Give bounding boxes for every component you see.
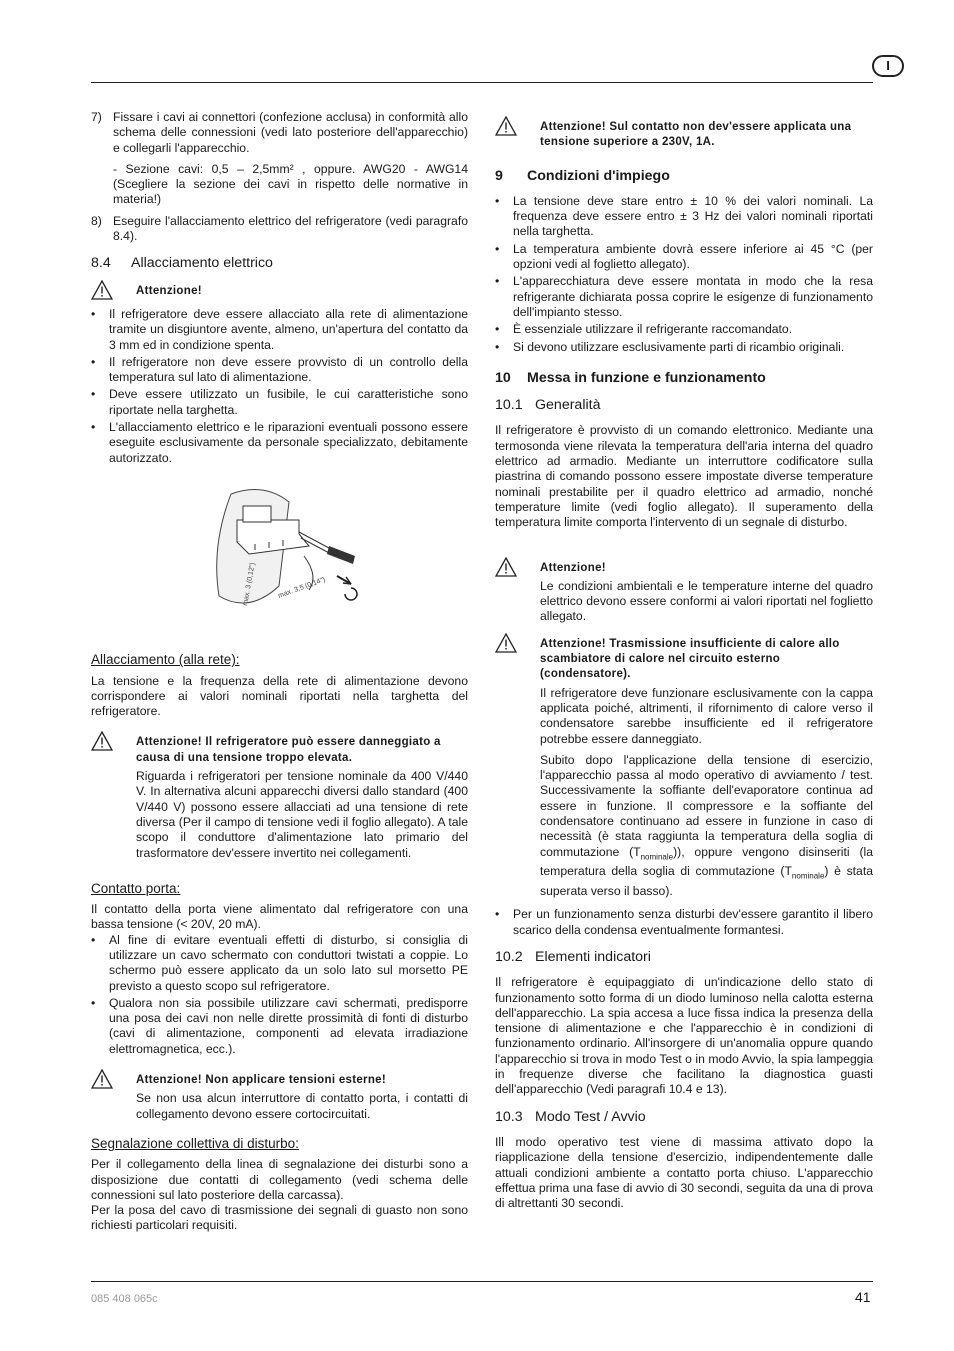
warning-title: Attenzione! <box>136 284 202 297</box>
section-title: Condizioni d'impiego <box>527 167 670 184</box>
section-heading-9 <box>495 169 873 184</box>
subheading-contatto-porta: Contatto porta: <box>91 880 181 896</box>
section-number: 10 <box>495 369 511 386</box>
paragraph: Il contatto della porta viene alimentato dal refrigeratore con una bassa tensione (< 20V, 20 mA). <box>91 902 468 932</box>
warning-triangle-icon <box>91 280 113 300</box>
section-heading-10-3 <box>495 1110 873 1125</box>
paragraph: Il refrigeratore è equipaggiato di un'indicazione dello stato di funzionamento sotto forma di un diodo luminoso nella calotta esterna dell'apparecchio. La spia accesa a luce fissa indica la presenza della tensione di alimentazione e che l'apparecchio è in condizioni di funzionamento ordinario. All'insorgere di un'anomalia oppure quando l'apparecchio si trova in modo Test o in modo Avvio, la spia lampeggia in frequenze diverse che facilitano la diagnostica guasti dell'apparecchio (Vedi paragrafi 10.4 e 13). <box>495 975 873 1097</box>
list-item: • Si devono utilizzare esclusivamente parti di ricambio originali. <box>495 340 873 355</box>
section-title: Elementi indicatori <box>535 948 651 965</box>
warning-triangle-icon <box>495 557 517 577</box>
document-code: 085 408 065c <box>91 1293 158 1305</box>
warning-title: Attenzione! Il refrigeratore può essere danneggiato a causa di una tensione troppo elevata. <box>136 736 441 764</box>
section-number: 10.2 <box>495 948 523 965</box>
warning-title: Attenzione! Non applicare tensioni esterne! <box>136 1074 386 1087</box>
dimension-label: max. 3,5 (0,14") <box>277 576 327 600</box>
bullet-list <box>495 194 873 355</box>
warning-text: Le condizioni ambientali e le temperature interne del quadro elettrico devono essere conformi ai valori riportati nel foglietto allegato. <box>540 578 873 624</box>
section-number: 10.1 <box>495 397 523 414</box>
warning-block <box>495 637 873 900</box>
subscript-nominale: nominale <box>791 871 825 881</box>
warning-title: Attenzione! Sul contatto non dev'essere applicata una tensione superiore a 230V, 1A. <box>540 121 852 149</box>
left-column <box>91 110 468 1234</box>
section-heading-10 <box>495 371 873 386</box>
subheading-allacciamento-rete: Allacciamento (alla rete): <box>91 652 240 668</box>
warning-block <box>91 735 468 860</box>
list-item: • L'apparecchiatura deve essere montata in modo che la resa refrigerante dichiarata possa coprire le esigenze di funzionamento dell'impianto stesso. <box>495 274 873 320</box>
warning-text <box>540 753 873 900</box>
list-item: • L'allacciamento elettrico e le riparazioni eventuali possono essere eseguite esclusivamente da personale specializzato, debitamente autorizzato. <box>91 420 468 466</box>
section-number: 10.3 <box>495 1108 523 1125</box>
bullet-list <box>91 933 468 1057</box>
step-7 <box>91 110 468 208</box>
list-item: • Il refrigeratore non deve essere provvisto di un controllo della temperatura sul lato di alimentazione. <box>91 355 468 386</box>
section-title: Modo Test / Avvio <box>535 1108 646 1125</box>
warning-text: Riguarda i refrigeratori per tensione nominale da 400 V/440 V. In alternativa alcuni apparecchi diversi dallo standard (400 V/440 V) possono essere allacciati ad una tensione di rete diversa (Per il campo di tensione vedi il foglio allegato). A tale scopo il conduttore d'alimentazione lato primario del trasformatore dev'essere invertito nei collegamenti. <box>136 769 468 860</box>
connector-screwdriver-illustration <box>209 486 379 618</box>
paragraph: La tensione e la frequenza della rete di alimentazione devono corrispondere ai valori nominali riportati nella targhetta del refrigeratore. <box>91 673 468 719</box>
section-number: 9 <box>495 167 503 184</box>
warning-block <box>91 284 468 299</box>
warning-triangle-icon <box>495 633 517 653</box>
paragraph: Il refrigeratore è provvisto di un comando elettronico. Mediante una termosonda viene rilevata la temperatura dell'aria interna del quadro elettrico ad armadio. Mediante un interruttore codificatore sulla piastrina di comando possono essere impostate diverse temperature nominali prestabilite per il quadro elettrico ad armadio, nonché temperature limite (vedi foglio allegato). Il superamento della temperatura limite comporta l'intervento di un segnale di disturbo. <box>495 423 873 530</box>
warning-block <box>495 120 873 151</box>
paragraph: Per la posa del cavo di trasmissione dei segnali di guasto non sono richiesti particolari requisiti. <box>91 1203 468 1233</box>
text-run: Subito dopo l'applicazione della tensione di esercizio, l'apparecchio passa al modo operativo di avviamento / test. Successivamente la soffiante dell'evaporatore continua ad essere in funzione. Il compressore e la soffiante del condensatore continuano ad essere in funzione in caso di necessità (è stata raggiunta la temperatura della soglia di commutazione (T <box>540 752 873 859</box>
section-heading-8-4 <box>91 256 468 271</box>
warning-text: Se non usa alcun interruttore di contatto porta, i contatti di collegamento devono essere cortocircuitati. <box>136 1091 468 1121</box>
step-text: Eseguire l'allacciamento elettrico del refrigeratore (vedi paragrafo 8.4). <box>113 213 468 244</box>
warning-text: Il refrigeratore deve funzionare esclusivamente con la cappa applicata poiché, altrimenti, il rifornimento di calore verso il condensatore sarebbe insufficiente ed il refrigeratore potrebbe essere danneggiato. <box>540 685 873 746</box>
warning-block <box>495 561 873 625</box>
section-number: 8.4 <box>91 255 111 272</box>
header-rule <box>91 82 873 83</box>
step-text: Fissare i cavi ai connettori (confezione acclusa) in conformità allo schema delle connessioni (vedi lato posteriore dell'apparecchio) e collegarli l'apparecchio. <box>113 110 468 155</box>
dimension-label: max. 3 (0,12") <box>242 561 257 607</box>
warning-title: Attenzione! <box>540 561 606 574</box>
warning-triangle-icon <box>91 1069 113 1089</box>
list-item: • Al fine di evitare eventuali effetti di disturbo, si consiglia di utilizzare un cavo schermato con conduttori twistati a coppie. Lo schermo può essere applicato da un solo lato sul morsetto PE previsto a questo scopo sul refrigeratore. <box>91 933 468 994</box>
text-run: ) è stata superata verso il basso). <box>540 864 873 899</box>
warning-triangle-icon <box>91 731 113 751</box>
section-heading-10-1 <box>495 398 873 413</box>
bullet-list <box>495 907 873 938</box>
list-item: • Il refrigeratore deve essere allacciato alla rete di alimentazione tramite un disgiuntore avente, almeno, un'apertura del contatto da 3 mm ed in condizione spenta. <box>91 307 468 353</box>
text-run: )), oppure vengono disinseriti (la temperatura della soglia di commutazione (T <box>540 844 873 879</box>
warning-block <box>91 1073 468 1122</box>
section-title: Allacciamento elettrico <box>131 255 273 272</box>
section-heading-10-2 <box>495 950 873 965</box>
right-column <box>495 110 873 1211</box>
list-item: • La temperatura ambiente dovrà essere inferiore ai 45 °C (per opzioni vedi al foglietto allegato). <box>495 242 873 273</box>
paragraph: Per il collegamento della linea di segnalazione dei disturbi sono a disposizione due contatti di collegamento (vedi schema delle connessioni sul lato posteriore della carcassa). <box>91 1157 468 1202</box>
warning-triangle-icon <box>495 116 517 136</box>
paragraph: Ill modo operativo test viene di massima attivato dopo la riapplicazione della tensione d'esercizio, indipendentemente dalle attuali condizioni ambiente a contatto porta chiuso. L'apparecchio effettua prima una fase di avvio di 30 secondi, seguita da una di prova di altrettanti 30 secondi. <box>495 1134 873 1211</box>
list-item: • È essenziale utilizzare il refrigerante raccomandato. <box>495 322 873 337</box>
section-title: Messa in funzione e funzionamento <box>527 369 766 386</box>
list-item: • Deve essere utilizzato un fusibile, le cui caratteristiche sono riportate nella targhetta. <box>91 387 468 418</box>
warning-title: Attenzione! Trasmissione insufficiente di calore allo scambiatore di calore nel circuito esterno (condensatore). <box>540 637 840 681</box>
step-subnote: - Sezione cavi: 0,5 – 2,5mm² , oppure. AWG20 - AWG14 (Scegliere la sezione dei cavi in rispetto delle normative in materia!) <box>113 161 468 207</box>
step-8 <box>91 214 468 245</box>
list-item: • Qualora non sia possibile utilizzare cavi schermati, predisporre una posa dei cavi non nelle dirette prossimità di fonti di disturbo (cavi di alimentazione, componenti ad elevata irradiazione elettromagnetica, ecc.). <box>91 996 468 1057</box>
step-number: 7) <box>91 110 102 124</box>
page-number: 41 <box>855 1289 871 1305</box>
subscript-nominale: nominale <box>640 852 674 862</box>
section-title: Generalità <box>535 397 601 414</box>
subheading-segnalazione-disturbo: Segnalazione collettiva di disturbo: <box>91 1135 299 1151</box>
bullet-list <box>91 307 468 466</box>
language-badge: I <box>872 55 904 77</box>
step-number: 8) <box>91 213 102 228</box>
footer-rule <box>91 1281 873 1282</box>
list-item: • La tensione deve stare entro ± 10 % dei valori nominali. La frequenza deve essere entro ± 3 Hz dei valori nominali riportati nella targhetta. <box>495 194 873 240</box>
list-item: • Per un funzionamento senza disturbi dev'essere garantito il libero scarico della condensa eventualmente formantesi. <box>495 907 873 938</box>
